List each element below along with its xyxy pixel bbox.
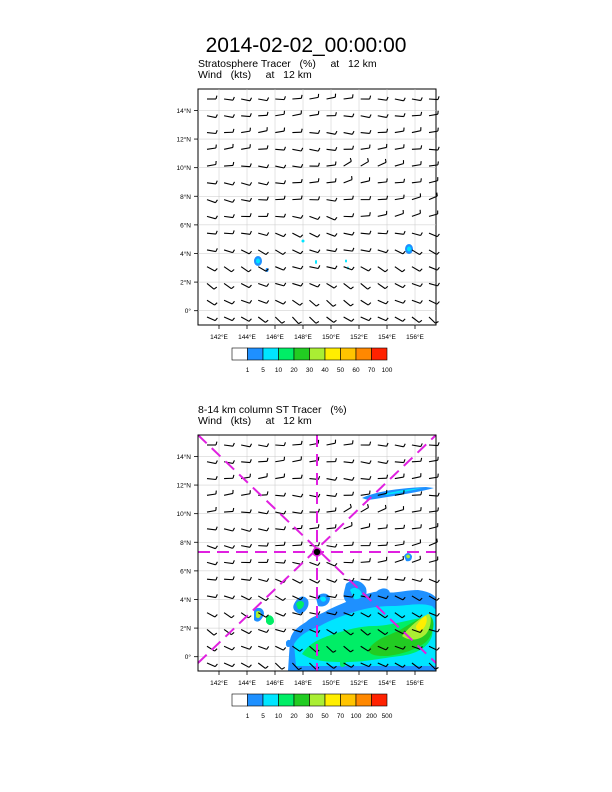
colorbar-swatch [325, 694, 341, 706]
figure-title: 2014-02-02_00:00:00 [205, 34, 407, 57]
colorbar-swatch [263, 694, 279, 706]
lon-tick-label: 148°E [294, 334, 312, 341]
storm-center-marker [313, 548, 321, 556]
colorbar-swatch [232, 348, 248, 360]
tracer-blob [256, 259, 260, 264]
lat-tick-label: 10°N [176, 165, 191, 173]
colorbar-swatch [356, 694, 372, 706]
lat-tick-label: 12°N [176, 482, 191, 490]
panel2-colorbar [230, 692, 430, 726]
tracer-blob [302, 240, 305, 243]
colorbar-swatch [294, 694, 310, 706]
colorbar-label: 5 [261, 713, 265, 720]
lon-tick-label: 148°E [294, 680, 312, 687]
panel2-map [170, 430, 450, 730]
lat-tick-label: 0° [184, 654, 191, 662]
lat-tick-label: 4°N [180, 596, 191, 604]
colorbar-swatch [310, 348, 326, 360]
colorbar-label: 500 [381, 713, 393, 720]
lat-tick-label: 12°N [176, 136, 191, 144]
colorbar-swatch [248, 348, 264, 360]
panel2-subtitle-1: 8-14 km column ST Tracer (%) [198, 404, 347, 416]
lat-tick-label: 2°N [180, 625, 191, 633]
colorbar-swatch [372, 348, 388, 360]
tracer-blob [345, 260, 347, 263]
colorbar-label: 50 [336, 367, 345, 374]
colorbar-swatch [341, 694, 357, 706]
lat-tick-label: 8°N [180, 193, 191, 201]
colorbar-label: 70 [336, 713, 345, 720]
colorbar-label: 20 [290, 367, 298, 374]
lat-tick-label: 6°N [180, 568, 191, 576]
tracer-blob [407, 247, 411, 252]
colorbar-label: 100 [350, 713, 362, 720]
colorbar-label: 1 [245, 713, 250, 720]
panel1-colorbar [230, 346, 430, 380]
lon-tick-label: 144°E [238, 334, 256, 341]
lat-tick-label: 6°N [180, 222, 191, 230]
lon-tick-label: 144°E [238, 680, 256, 687]
colorbar-swatch [279, 348, 295, 360]
lon-tick-label: 156°E [406, 680, 424, 687]
colorbar-swatch [279, 694, 295, 706]
panel1-frame [198, 89, 436, 325]
colorbar-swatch [341, 348, 357, 360]
lon-tick-label: 156°E [406, 334, 424, 341]
colorbar-label: 30 [305, 367, 314, 374]
lon-tick-label: 154°E [378, 680, 396, 687]
colorbar-swatch [248, 694, 264, 706]
lon-tick-label: 152°E [350, 680, 368, 687]
lon-tick-label: 150°E [322, 680, 340, 687]
colorbar-swatch [372, 694, 388, 706]
panel1-lon-labels [210, 333, 424, 341]
colorbar-label: 5 [261, 367, 265, 374]
lat-tick-label: 2°N [180, 279, 191, 287]
tracer-blob [315, 260, 317, 264]
panel2-lat-labels [176, 453, 191, 661]
lon-tick-label: 142°E [210, 334, 228, 341]
lat-tick-label: 0° [184, 308, 191, 316]
colorbar-label: 30 [305, 713, 314, 720]
panel1-lat-labels [176, 107, 191, 315]
colorbar-swatch [325, 348, 341, 360]
colorbar-swatch [310, 694, 326, 706]
lon-tick-label: 142°E [210, 680, 228, 687]
colorbar-swatch [356, 348, 372, 360]
colorbar-swatch [294, 348, 310, 360]
lat-tick-label: 4°N [180, 250, 191, 258]
panel2-subtitle-2: Wind (kts) at 12 km [198, 415, 312, 427]
panel1-map [170, 84, 450, 384]
lat-tick-label: 14°N [176, 453, 191, 461]
lat-tick-label: 10°N [176, 511, 191, 519]
colorbar-label: 1 [245, 367, 250, 374]
panel1-subtitle-2: Wind (kts) at 12 km [198, 69, 312, 81]
lon-tick-label: 146°E [266, 680, 284, 687]
colorbar-swatch [232, 694, 248, 706]
lon-tick-label: 150°E [322, 334, 340, 341]
colorbar-label: 40 [321, 367, 329, 374]
lon-tick-label: 152°E [350, 334, 368, 341]
lat-tick-label: 14°N [176, 107, 191, 115]
panel1-subtitle-1: Stratosphere Tracer (%) at 12 km [198, 58, 377, 70]
colorbar-label: 50 [321, 713, 329, 720]
lon-tick-label: 154°E [378, 334, 396, 341]
colorbar-label: 10 [274, 367, 283, 374]
colorbar-label: 70 [367, 367, 376, 374]
colorbar-label: 200 [366, 713, 377, 720]
colorbar-label: 60 [352, 367, 360, 374]
lon-tick-label: 146°E [266, 334, 284, 341]
lat-tick-label: 8°N [180, 539, 191, 547]
colorbar-swatch [263, 348, 279, 360]
colorbar-label: 10 [274, 713, 283, 720]
colorbar-label: 20 [290, 713, 298, 720]
panel2-lon-labels [210, 679, 424, 687]
colorbar-label: 100 [381, 367, 393, 374]
